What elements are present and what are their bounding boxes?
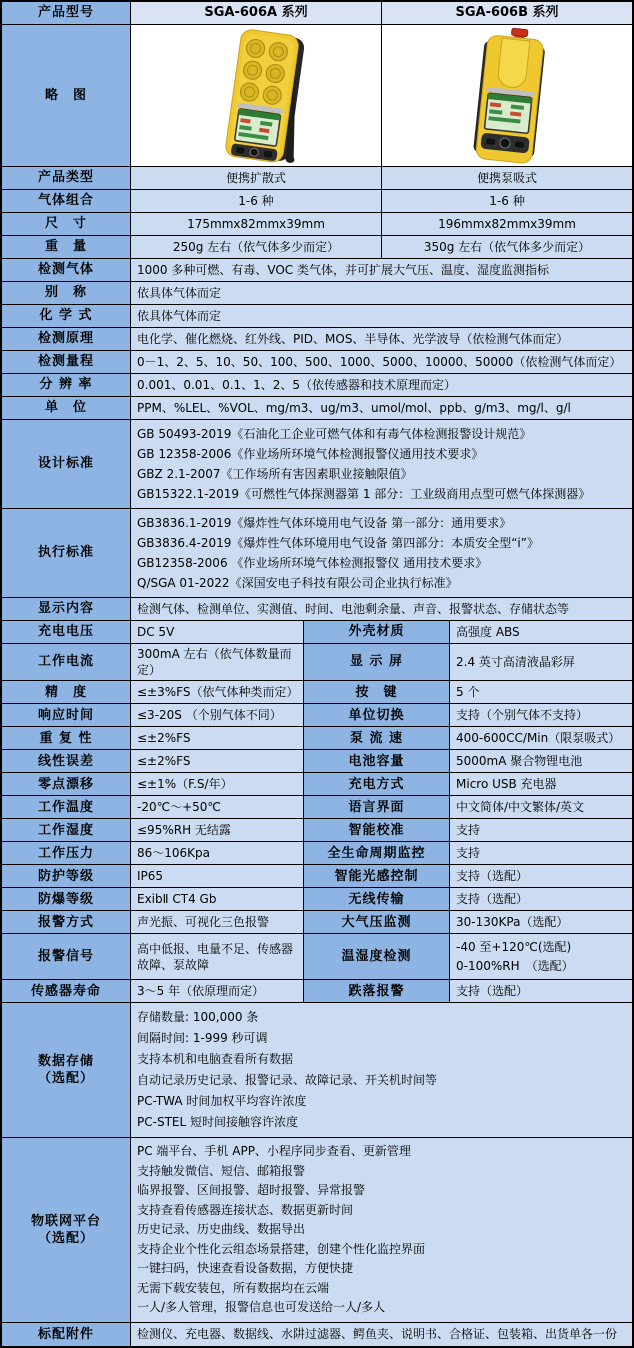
- cell-label-2: 智能光感控制: [304, 865, 450, 888]
- iot-line: 一人/多人管理，报警信息也可发送给一人/多人: [137, 1300, 386, 1315]
- cell-label-1: 工作压力: [2, 842, 131, 865]
- row-weight: [2, 236, 632, 259]
- standard-line: GB3836.4-2019《爆炸性气体环境用电气设备 第四部分：本质安全型“i”》: [137, 536, 539, 550]
- cell-value-1: ≤95%RH 无结露: [131, 819, 304, 842]
- row-chemical-formula: [2, 305, 632, 328]
- cell-value-1: 3～5 年（依原理而定）: [131, 980, 304, 1003]
- cell-label-product-model: 产品型号: [2, 2, 131, 25]
- cell-label: 分 辨 率: [2, 374, 131, 397]
- cell-label-1: 充电电压: [2, 621, 131, 644]
- cell-label: 产品类型: [2, 167, 131, 190]
- cell-value-1: 300mA 左右（依气体数量而定）: [131, 644, 304, 681]
- cell-label-2: 按 键: [304, 681, 450, 704]
- cell-label-2: 单位切换: [304, 704, 450, 727]
- cell-series-b: SGA-606B 系列: [382, 2, 632, 25]
- cell-label-1: 线性误差: [2, 750, 131, 773]
- cell-value-1: 高中低报、电量不足、传感器故障、泵故障: [131, 934, 304, 980]
- label-line-2: （选配）: [37, 1231, 94, 1247]
- cell-value-2: 支持: [450, 842, 632, 865]
- cell-value-list: [131, 509, 632, 598]
- cell-value-1: ≤3-20S （个别气体不同）: [131, 704, 304, 727]
- row-product-type: [2, 167, 632, 190]
- row-repeatability: [2, 727, 632, 750]
- cell-value-1: ≤±3%FS（依气体种类而定）: [131, 681, 304, 704]
- cell-value-2: 2.4 英寸高清液晶彩屏: [450, 644, 632, 681]
- row-working-temperature: [2, 796, 632, 819]
- cell-value: 检测气体、检测单位、实测值、时间、电池剩余量、声音、报警状态、存储状态等: [131, 598, 632, 621]
- cell-label-1: 报警方式: [2, 911, 131, 934]
- cell-label-1: 响应时间: [2, 704, 131, 727]
- cell-label: 标配附件: [2, 1323, 131, 1346]
- cell-value-2: Micro USB 充电器: [450, 773, 632, 796]
- cell-value-2: 支持（选配）: [450, 980, 632, 1003]
- label-line-2: （选配）: [37, 1071, 94, 1087]
- row-response-time: [2, 704, 632, 727]
- cell-label: 别 称: [2, 282, 131, 305]
- cell-value-2: 支持: [450, 819, 632, 842]
- cell-value-1: ≤±2%FS: [131, 750, 304, 773]
- row-gas-combination: [2, 190, 632, 213]
- cell-value-2: 中文简体/中文繁体/英文: [450, 796, 632, 819]
- standard-line: GBZ 2.1-2007《工作场所有害因素职业接触限值》: [137, 467, 413, 481]
- cell-label-1: 工作湿度: [2, 819, 131, 842]
- cell-value-1: DC 5V: [131, 621, 304, 644]
- cell-label: [2, 1138, 131, 1323]
- row-detected-gas: [2, 259, 632, 282]
- cell-label-2: 电池容量: [304, 750, 450, 773]
- row-sketch: [2, 25, 632, 167]
- cell-label-1: 精 度: [2, 681, 131, 704]
- cell-label: 设计标准: [2, 420, 131, 509]
- gas-detector-diffusion-illustration: [171, 27, 341, 165]
- row-unit: [2, 397, 632, 420]
- row-charging-voltage: [2, 621, 632, 644]
- cell-label-2: 语言界面: [304, 796, 450, 819]
- cell-label-1: 零点漂移: [2, 773, 131, 796]
- cell-label-2: 无线传输: [304, 888, 450, 911]
- row-working-humidity: [2, 819, 632, 842]
- cell-label: 执行标准: [2, 509, 131, 598]
- standard-line: GB3836.1-2019《爆炸性气体环境用电气设备 第一部分：通用要求》: [137, 516, 512, 530]
- cell-label: 气体组合: [2, 190, 131, 213]
- cell-value-2: 5 个: [450, 681, 632, 704]
- row-sensor-life: [2, 980, 632, 1003]
- row-zero-drift: [2, 773, 632, 796]
- cell-label: 重 量: [2, 236, 131, 259]
- storage-line: 支持本机和电脑查看所有数据: [137, 1052, 294, 1067]
- cell-label-2: 大气压监测: [304, 911, 450, 934]
- cell-label: [2, 1003, 131, 1138]
- row-data-storage: [2, 1003, 632, 1138]
- row-detection-principle: [2, 328, 632, 351]
- standard-line: GB 12358-2006《作业场所环境气体检测报警仪通用技术要求》: [137, 447, 484, 461]
- cell-value-list: [131, 1003, 632, 1138]
- cell-value: 0－1、2、5、10、50、100、500、1000、5000、10000、50000（依检测气体而定）: [131, 351, 632, 374]
- iot-line: 支持查看传感器连接状态、数据更新时间: [137, 1202, 354, 1217]
- cell-value-2: [450, 934, 632, 980]
- cell-value-1: ≤±1%（F.S/年）: [131, 773, 304, 796]
- cell-label-2: 全生命周期监控: [304, 842, 450, 865]
- cell-value-2: 30-130KPa（选配）: [450, 911, 632, 934]
- cell-label-2: 充电方式: [304, 773, 450, 796]
- temp-humidity-line-2: 0-100%RH （选配）: [456, 958, 574, 973]
- cell-label-2: 跌落报警: [304, 980, 450, 1003]
- row-working-current: [2, 644, 632, 681]
- cell-value-a: 250g 左右（依气体多少而定）: [131, 236, 382, 259]
- row-detection-range: [2, 351, 632, 374]
- cell-value-1: -20℃～+50℃: [131, 796, 304, 819]
- temp-humidity-line-1: -40 至+120℃(选配): [456, 939, 572, 954]
- cell-value-1: ≤±2%FS: [131, 727, 304, 750]
- storage-line: 自动记录历史记录、报警记录、故障记录、开关机时间等: [137, 1073, 438, 1088]
- standard-line: GB12358-2006 《作业场所环境气体检测报警仪 通用技术要求》: [137, 556, 488, 570]
- cell-label-2: 外壳材质: [304, 621, 450, 644]
- cell-value-list: [131, 1138, 632, 1323]
- row-iot-platform: [2, 1138, 632, 1323]
- standard-line: GB15322.1-2019《可燃性气体探测器第 1 部分：工业级商用点型可燃气体探测器》: [137, 487, 591, 501]
- row-resolution: [2, 374, 632, 397]
- cell-value: 检测仪、充电器、数据线、水阱过滤器、鳄鱼夹、说明书、合格证、包装箱、出货单各一份: [131, 1323, 632, 1346]
- cell-label-2: 显 示 屏: [304, 644, 450, 681]
- cell-value-b: 196mmx82mmx39mm: [382, 213, 632, 236]
- cell-label-1: 报警信号: [2, 934, 131, 980]
- iot-line: 历史记录、历史曲线、数据导出: [137, 1222, 306, 1237]
- cell-label: 检测气体: [2, 259, 131, 282]
- cell-label: 显示内容: [2, 598, 131, 621]
- row-protection-rating: [2, 865, 632, 888]
- row-product-model: [2, 2, 632, 25]
- row-accessories: [2, 1323, 632, 1346]
- cell-value-b: 1-6 种: [382, 190, 632, 213]
- cell-label: 尺 寸: [2, 213, 131, 236]
- cell-value-1: IP65: [131, 865, 304, 888]
- cell-value-2: 支持（个别气体不支持）: [450, 704, 632, 727]
- cell-value-2: 5000mA 聚合物锂电池: [450, 750, 632, 773]
- cell-label: 化 学 式: [2, 305, 131, 328]
- standard-line: GB 50493-2019《石油化工企业可燃气体和有毒气体检测报警设计规范》: [137, 427, 532, 441]
- cell-value-2: 支持（选配）: [450, 865, 632, 888]
- cell-value-b: 便携泵吸式: [382, 167, 632, 190]
- row-alarm-signal: [2, 934, 632, 980]
- row-exec-standard: [2, 509, 632, 598]
- row-alias: [2, 282, 632, 305]
- cell-value-2: 高强度 ABS: [450, 621, 632, 644]
- cell-value-list: [131, 420, 632, 509]
- cell-value: 依具体气体而定: [131, 282, 632, 305]
- row-dimensions: [2, 213, 632, 236]
- product-image-sga-606a: [131, 25, 382, 167]
- row-working-pressure: [2, 842, 632, 865]
- cell-label: 检测原理: [2, 328, 131, 351]
- cell-value-1: ExibⅡ CT4 Gb: [131, 888, 304, 911]
- cell-value-1: 86～106Kpa: [131, 842, 304, 865]
- iot-line: 支持触发微信、短信、邮箱报警: [137, 1163, 306, 1178]
- cell-value-2: 400-600CC/Min（限泵吸式）: [450, 727, 632, 750]
- row-alarm-mode: [2, 911, 632, 934]
- iot-line: 支持企业个性化云组态场景搭建，创建个性化监控界面: [137, 1241, 426, 1256]
- cell-value-a: 便携扩散式: [131, 167, 382, 190]
- cell-value-2: 支持（选配）: [450, 888, 632, 911]
- cell-series-a: SGA-606A 系列: [131, 2, 382, 25]
- gas-detector-pump-illustration: [422, 27, 592, 165]
- cell-value-a: 1-6 种: [131, 190, 382, 213]
- label-line-1: 物联网平台: [30, 1213, 101, 1229]
- cell-label-2: 温湿度检测: [304, 934, 450, 980]
- row-linearity-error: [2, 750, 632, 773]
- cell-label-1: 重 复 性: [2, 727, 131, 750]
- cell-value: 1000 多种可燃、有毒、VOC 类气体，并可扩展大气压、温度、湿度监测指标: [131, 259, 632, 282]
- cell-value: 0.001、0.01、0.1、1、2、5（依传感器和技术原理而定）: [131, 374, 632, 397]
- cell-value: 依具体气体而定: [131, 305, 632, 328]
- label-line-1: 数据存储: [37, 1053, 94, 1069]
- iot-line: 一键扫码，快速查看设备数据，方便快捷: [137, 1261, 354, 1276]
- cell-label: 单 位: [2, 397, 131, 420]
- row-design-standard: [2, 420, 632, 509]
- row-accuracy: [2, 681, 632, 704]
- cell-label-sketch: 略 图: [2, 25, 131, 167]
- cell-label: 检测量程: [2, 351, 131, 374]
- product-image-sga-606b: [382, 25, 632, 167]
- cell-label-1: 工作温度: [2, 796, 131, 819]
- standard-line: Q/SGA 01-2022《深国安电子科技有限公司企业执行标准》: [137, 576, 458, 590]
- storage-line: PC-TWA 时间加权平均容许浓度: [137, 1094, 307, 1109]
- cell-value: PPM、%LEL、%VOL、mg/m3、ug/m3、umol/mol、ppb、g/m3、mg/l、g/l: [131, 397, 632, 420]
- cell-value-1: 声光振、可视化三色报警: [131, 911, 304, 934]
- cell-label-1: 防爆等级: [2, 888, 131, 911]
- row-display-content: [2, 598, 632, 621]
- cell-value-b: 350g 左右（依气体多少而定）: [382, 236, 632, 259]
- cell-label-1: 工作电流: [2, 644, 131, 681]
- iot-line: 临界报警、区间报警、超时报警、异常报警: [137, 1183, 366, 1198]
- cell-label-1: 防护等级: [2, 865, 131, 888]
- row-explosion-proof-rating: [2, 888, 632, 911]
- storage-line: PC-STEL 短时间接触容许浓度: [137, 1115, 298, 1130]
- cell-value-a: 175mmx82mmx39mm: [131, 213, 382, 236]
- cell-label-1: 传感器寿命: [2, 980, 131, 1003]
- cell-label-2: 泵 流 速: [304, 727, 450, 750]
- cell-label-2: 智能校准: [304, 819, 450, 842]
- storage-line: 存储数量: 100,000 条: [137, 1010, 259, 1025]
- storage-line: 间隔时间: 1-999 秒可调: [137, 1031, 268, 1046]
- cell-value: 电化学、催化燃烧、红外线、PID、MOS、半导体、光学波导（依检测气体而定）: [131, 328, 632, 351]
- iot-line: 无需下载安装包，所有数据均在云端: [137, 1280, 330, 1295]
- iot-line: PC 端平台、手机 APP、小程序同步查看、更新管理: [137, 1144, 411, 1159]
